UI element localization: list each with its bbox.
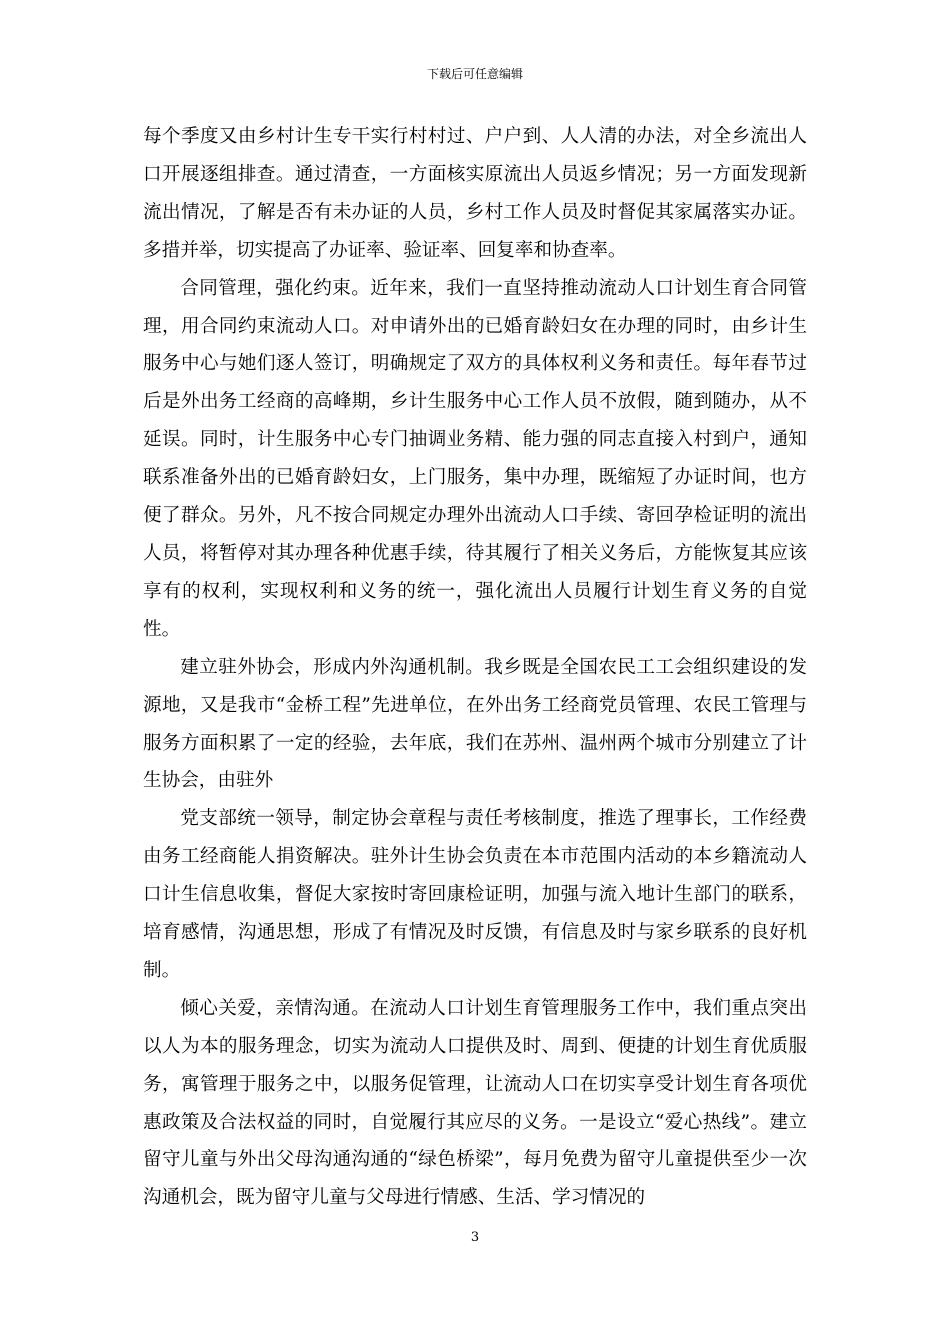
paragraph-care-communication: 倾心关爱，亲情沟通。在流动人口计划生育管理服务工作中，我们重点突出以人为本的服务理念，切实为流动人口提供及时、周到、便捷的计划生育优质服务，寓管理于服务之中，以服务促管理，让流动人口在切实享受计划生育各项优惠政策及合法权益的同时，自觉履行其应尽的义务。一是设立“爱心热线”。建立留守儿童与外出父母沟通沟通的“绿色桥梁”，每月免费为留守儿童提供至少一次沟通机会，既为留守儿童与父母进行情感、生活、学习情况的 [143,997,807,1209]
page-number: 3 [470,1230,480,1245]
document-body [143,118,807,1217]
page-header: 下载后可任意编辑 [426,67,523,81]
paragraph-party-branch: 党支部统一领导，制定协会章程与责任考核制度，推选了理事长，工作经费由务工经商能人捐资解决。驻外计生协会负责在本市范围内活动的本乡籍流动人口计生信息收集，督促大家按时寄回康检证明，加强与流入地计生部门的联系，培育感情，沟通思想，形成了有情况及时反馈，有信息及时与家乡联系的良好机制。 [143,808,807,981]
paragraph-continued: 每个季度又由乡村计生专干实行村村过、户户到、人人清的办法，对全乡流出人口开展逐组排查。通过清查，一方面核实原流出人员返乡情况；另一方面发现新流出情况，了解是否有未办证的人员，乡村工作人员及时督促其家属落实办证。多措并举，切实提高了办证率、验证率、回复率和协查率。 [143,126,807,261]
paragraph-contract-management: 合同管理，强化约束。近年来，我们一直坚持推动流动人口计划生育合同管理，用合同约束流动人口。对申请外出的已婚育龄妇女在办理的同时，由乡计生服务中心与她们逐人签订，明确规定了双方的具体权利义务和责任。每年春节过后是外出务工经商的高峰期，乡计生服务中心工作人员不放假，随到随办，从不延误。同时，计生服务中心专门抽调业务精、能力强的同志直接入村到户，通知联系准备外出的已婚育龄妇女，上门服务，集中办理，既缩短了办证时间，也方便了群众。另外，凡不按合同规定办理外出流动人口手续、寄回孕检证明的流出人员，将暂停对其办理各种优惠手续，待其履行了相关义务后，方能恢复其应该享有的权利，实现权利和义务的统一，强化流出人员履行计划生育义务的自觉性。 [143,277,807,640]
paragraph-association: 建立驻外协会，形成内外沟通机制。我乡既是全国农民工工会组织建设的发源地，又是我市“金桥工程”先进单位，在外出务工经商党员管理、农民工管理与服务方面积累了一定的经验，去年底，我们在苏州、温州两个城市分别建立了计生协会，由驻外 [143,656,807,792]
